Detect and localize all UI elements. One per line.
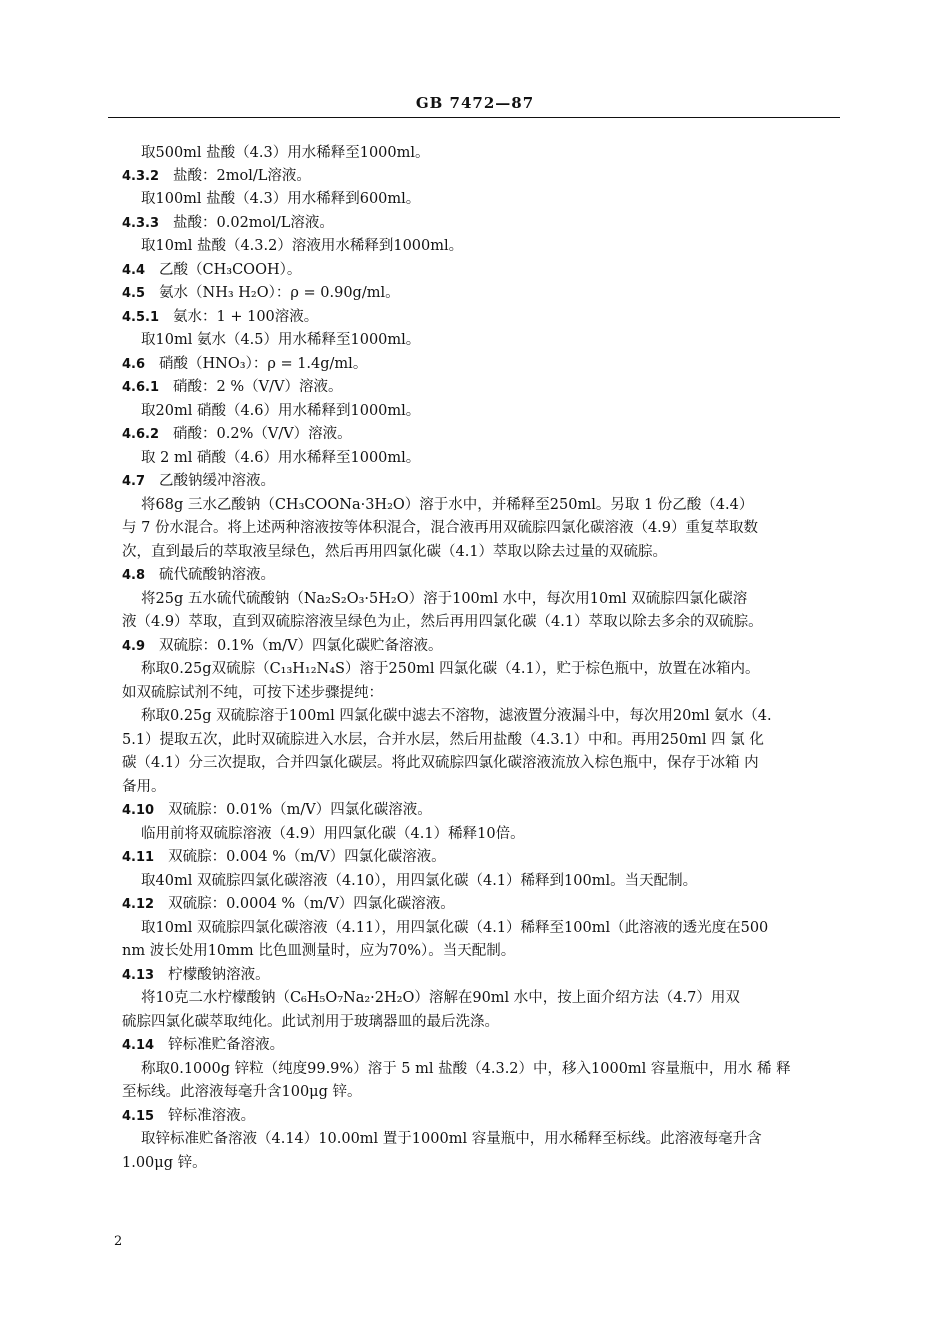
section-line: 4.4 乙酸（CH₃COOH）。: [122, 262, 302, 278]
section-number: 4.14: [122, 1038, 155, 1053]
text-line: 次，直到最后的萃取液呈绿色，然后再用四氯化碳（4.1）萃取以除去过量的双硫腙。: [122, 544, 668, 560]
header-rule: [108, 117, 840, 118]
text-line: 5.1）提取五次，此时双硫腙进入水层，合并水层，然后用盐酸（4.3.1）中和。再用250ml 四 氯 化: [122, 732, 764, 748]
text-line: 取锌标准贮备溶液（4.14）10.00ml 置于1000ml 容量瓶中，用水稀释至标线。此溶液每毫升含: [141, 1131, 762, 1147]
section-number: 4.11: [122, 850, 155, 865]
section-line: 4.11 双硫腙：0.004 %（m/V）四氯化碳溶液。: [122, 849, 446, 865]
section-number: 4.4: [122, 263, 146, 278]
text-line: 取500ml 盐酸（4.3）用水稀释至1000ml。: [141, 145, 430, 161]
section-line: 4.6.2 硝酸：0.2%（V/V）溶液。: [122, 426, 352, 442]
section-number: 4.5: [122, 286, 146, 301]
section-number: 4.6.1: [122, 380, 160, 395]
section-number: 4.15: [122, 1109, 155, 1124]
text-line: 碳（4.1）分三次提取，合并四氯化碳层。将此双硫腙四氯化碳溶液流放入棕色瓶中，保存于冰箱 内: [122, 755, 759, 771]
section-line: 4.6.1 硝酸：2 %（V/V）溶液。: [122, 379, 343, 395]
section-number: 4.5.1: [122, 310, 160, 325]
section-line: 4.9 双硫腙：0.1%（m/V）四氯化碳贮备溶液。: [122, 638, 443, 654]
text-line: 将68g 三水乙酸钠（CH₃COONa·3H₂O）溶于水中，并稀释至250ml。另取 1 份乙酸（4.4）: [141, 497, 754, 513]
text-line: 取10ml 氨水（4.5）用水稀释至1000ml。: [141, 332, 421, 348]
text-line: 临用前将双硫腙溶液（4.9）用四氯化碳（4.1）稀释10倍。: [141, 826, 525, 842]
text-line: 将25g 五水硫代硫酸钠（Na₂S₂O₃·5H₂O）溶于100ml 水中，每次用10ml 双硫腙四氯化碳溶: [141, 591, 748, 607]
section-number: 4.13: [122, 968, 155, 983]
section-number: 4.3.3: [122, 216, 160, 231]
text-line: 取20ml 硝酸（4.6）用水稀释到1000ml。: [141, 403, 421, 419]
page-number: 2: [114, 1234, 123, 1249]
page-header: GB 7472—87: [415, 94, 535, 112]
text-line: 取100ml 盐酸（4.3）用水稀释到600ml。: [141, 191, 421, 207]
section-number: 4.9: [122, 639, 146, 654]
text-line: 将10克二水柠檬酸钠（C₆H₅O₇Na₂·2H₂O）溶解在90ml 水中，按上面介绍方法（4.7）用双: [141, 990, 740, 1006]
section-number: 4.7: [122, 474, 146, 489]
text-line: 硫腙四氯化碳萃取纯化。此试剂用于玻璃器皿的最后洗涤。: [122, 1014, 499, 1030]
text-line: 称取0.1000g 锌粒（纯度99.9%）溶于 5 ml 盐酸（4.3.2）中，移入1000ml 容量瓶中，用水 稀 释: [141, 1061, 791, 1077]
section-line: 4.5 氨水（NH₃ H₂O）：ρ = 0.90g/ml。: [122, 285, 400, 301]
text-line: 取10ml 双硫腙四氯化碳溶液（4.11），用四氯化碳（4.1）稀释至100ml（此溶液的透光度在500: [141, 920, 769, 936]
text-line: 备用。: [122, 779, 166, 795]
text-line: 液（4.9）萃取，直到双硫腙溶液呈绿色为止，然后再用四氯化碳（4.1）萃取以除去多余的双硫腙。: [122, 614, 763, 630]
section-line: 4.7 乙酸钠缓冲溶液。: [122, 473, 276, 489]
section-line: 4.10 双硫腙：0.01%（m/V）四氯化碳溶液。: [122, 802, 432, 818]
text-line: 称取0.25g 双硫腙溶于100ml 四氯化碳中滤去不溶物，滤液置分液漏斗中，每次用20ml 氨水（4.: [141, 708, 772, 724]
section-line: 4.12 双硫腙：0.0004 %（m/V）四氯化碳溶液。: [122, 896, 455, 912]
text-line: 与 7 份水混合。将上述两种溶液按等体积混合，混合液再用双硫腙四氯化碳溶液（4.9）重复萃取数: [122, 520, 758, 536]
section-number: 4.10: [122, 803, 155, 818]
text-line: 取40ml 双硫腙四氯化碳溶液（4.10），用四氯化碳（4.1）稀释到100ml。当天配制。: [141, 873, 698, 889]
section-line: 4.13 柠檬酸钠溶液。: [122, 967, 270, 983]
section-number: 4.6.2: [122, 427, 160, 442]
section-line: 4.14 锌标准贮备溶液。: [122, 1037, 285, 1053]
section-line: 4.15 锌标准溶液。: [122, 1108, 256, 1124]
text-line: 取10ml 盐酸（4.3.2）溶液用水稀释到1000ml。: [141, 238, 464, 254]
section-line: 4.6 硝酸（HNO₃）：ρ = 1.4g/ml。: [122, 356, 368, 372]
text-line: nm 波长处用10mm 比色皿测量时，应为70%）。当天配制。: [122, 943, 516, 959]
section-line: 4.3.3 盐酸：0.02mol/L溶液。: [122, 215, 334, 231]
section-line: 4.5.1 氨水：1 + 100溶液。: [122, 309, 319, 325]
text-line: 如双硫腙试剂不纯，可按下述步骤提纯：: [122, 685, 383, 701]
text-line: 至标线。此溶液每毫升含100μg 锌。: [122, 1084, 362, 1100]
text-line: 称取0.25g双硫腙（C₁₃H₁₂N₄S）溶于250ml 四氯化碳（4.1），贮于棕色瓶中，放置在冰箱内。: [141, 661, 760, 677]
text-line: 取 2 ml 硝酸（4.6）用水稀释至1000ml。: [141, 450, 421, 466]
section-number: 4.12: [122, 897, 155, 912]
section-number: 4.6: [122, 357, 146, 372]
section-number: 4.3.2: [122, 169, 160, 184]
section-line: 4.3.2 盐酸：2mol/L溶液。: [122, 168, 311, 184]
section-number: 4.8: [122, 568, 146, 583]
section-line: 4.8 硫代硫酸钠溶液。: [122, 567, 276, 583]
text-line: 1.00μg 锌。: [122, 1155, 207, 1171]
